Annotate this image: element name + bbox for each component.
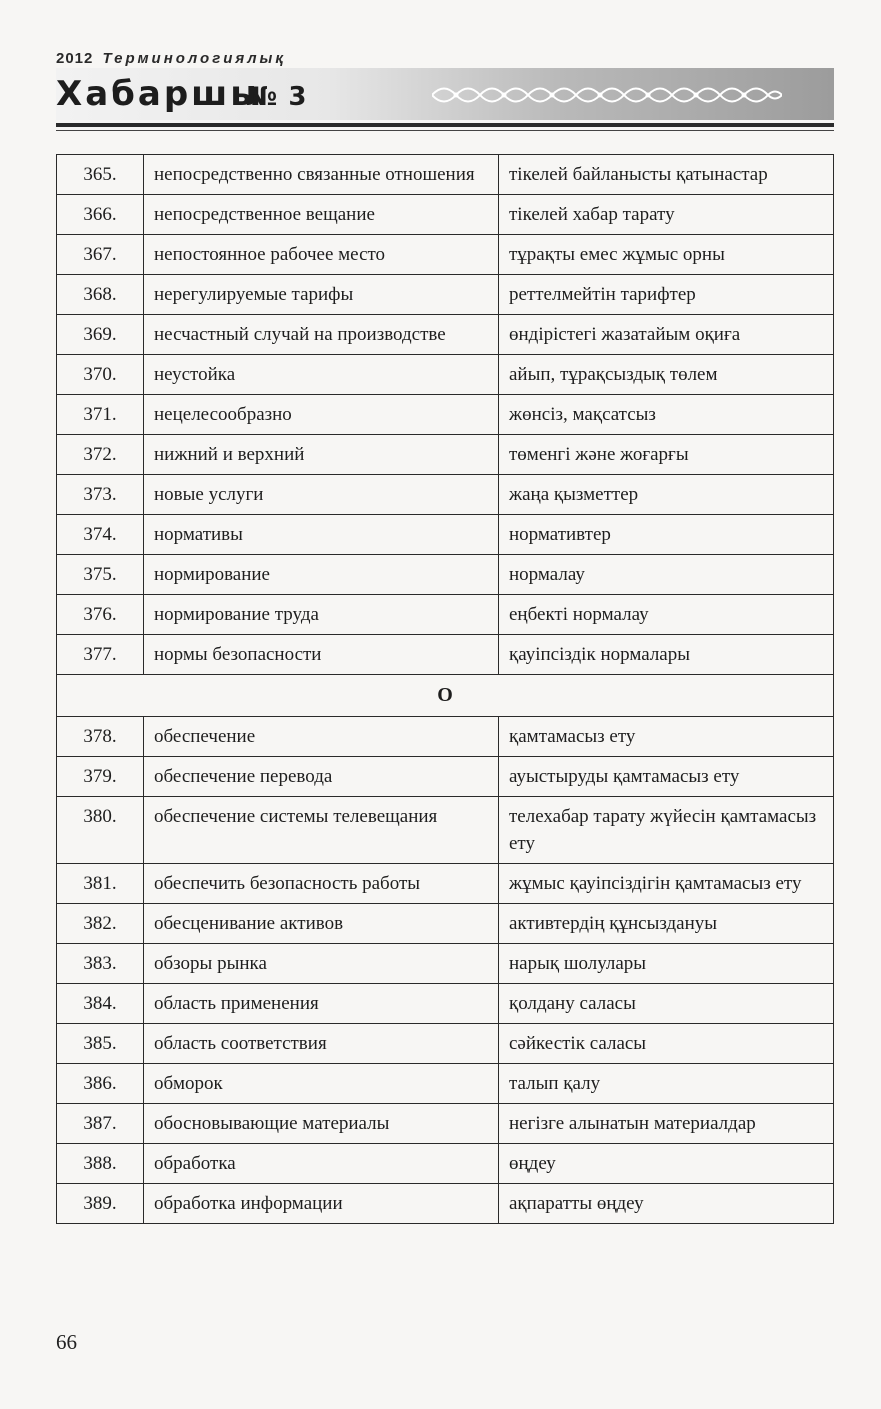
term-russian: неустойка (144, 355, 499, 395)
term-kazakh: жұмыс қауіпсіздігін қамтамасыз ету (499, 864, 834, 904)
term-number: 369. (57, 315, 144, 355)
term-russian: непосредственно связанные отношения (144, 155, 499, 195)
term-kazakh: сәйкестік саласы (499, 1024, 834, 1064)
table-row (57, 395, 834, 435)
term-russian: обеспечить безопасность работы (144, 864, 499, 904)
term-kazakh: активтердің құнсыздануы (499, 904, 834, 944)
table-row (57, 864, 834, 904)
header-rule-thick (56, 123, 834, 127)
table-row (57, 1104, 834, 1144)
table-row (57, 1184, 834, 1224)
page-number: 66 (56, 1330, 77, 1354)
term-russian: нижний и верхний (144, 435, 499, 475)
table-row (57, 475, 834, 515)
term-russian: новые услуги (144, 475, 499, 515)
term-russian: нормирование (144, 555, 499, 595)
table-row (57, 904, 834, 944)
term-number: 375. (57, 555, 144, 595)
table-row (57, 717, 834, 757)
term-russian: обзоры рынка (144, 944, 499, 984)
term-russian: непосредственное вещание (144, 195, 499, 235)
term-number: 373. (57, 475, 144, 515)
term-russian: обеспечение перевода (144, 757, 499, 797)
table-row (57, 595, 834, 635)
term-kazakh: өндірістегі жазатайым оқиға (499, 315, 834, 355)
table-row (57, 797, 834, 864)
table-row (57, 1144, 834, 1184)
term-russian: область применения (144, 984, 499, 1024)
terminology-table (56, 154, 834, 1224)
term-russian: обработка (144, 1144, 499, 1184)
term-number: 379. (57, 757, 144, 797)
ornament-pattern (432, 80, 782, 110)
term-number: 367. (57, 235, 144, 275)
table-row (57, 235, 834, 275)
term-kazakh: тікелей хабар тарату (499, 195, 834, 235)
term-number: 386. (57, 1064, 144, 1104)
table-row (57, 155, 834, 195)
term-russian: нормы безопасности (144, 635, 499, 675)
term-kazakh: жаңа қызметтер (499, 475, 834, 515)
table-row (57, 195, 834, 235)
table-row (57, 435, 834, 475)
term-number: 381. (57, 864, 144, 904)
term-kazakh: нарық шолулары (499, 944, 834, 984)
term-kazakh: төменгі және жоғарғы (499, 435, 834, 475)
term-russian: обеспечение (144, 717, 499, 757)
section-letter: О (57, 675, 834, 717)
table-row (57, 555, 834, 595)
header-year: 2012 (56, 50, 94, 67)
table-row (57, 635, 834, 675)
table-body-before (57, 155, 834, 675)
term-russian: нецелесообразно (144, 395, 499, 435)
table-row (57, 275, 834, 315)
term-kazakh: қамтамасыз ету (499, 717, 834, 757)
table-row (57, 757, 834, 797)
term-kazakh: нормативтер (499, 515, 834, 555)
table-body-after (57, 717, 834, 1224)
table-row (57, 1064, 834, 1104)
page-header (0, 0, 881, 140)
term-number: 372. (57, 435, 144, 475)
term-number: 383. (57, 944, 144, 984)
term-kazakh: айып, тұрақсыздық төлем (499, 355, 834, 395)
term-russian: нерегулируемые тарифы (144, 275, 499, 315)
term-russian: обработка информации (144, 1184, 499, 1224)
term-russian: обосновывающие материалы (144, 1104, 499, 1144)
term-kazakh: тікелей байланысты қатынастар (499, 155, 834, 195)
term-kazakh: жөнсіз, мақсатсыз (499, 395, 834, 435)
term-kazakh: тұрақты емес жұмыс орны (499, 235, 834, 275)
term-number: 370. (57, 355, 144, 395)
term-number: 385. (57, 1024, 144, 1064)
term-russian: обесценивание активов (144, 904, 499, 944)
table-row (57, 1024, 834, 1064)
term-kazakh: телехабар тарату жүйесін қамтамасыз ету (499, 797, 834, 864)
term-number: 377. (57, 635, 144, 675)
table-row (57, 315, 834, 355)
term-russian: область соответствия (144, 1024, 499, 1064)
term-number: 389. (57, 1184, 144, 1224)
header-subtitle: Терминологиялық (102, 50, 286, 67)
term-kazakh: ауыстыруды қамтамасыз ету (499, 757, 834, 797)
term-kazakh: реттелмейтін тарифтер (499, 275, 834, 315)
term-russian: несчастный случай на производстве (144, 315, 499, 355)
term-number: 374. (57, 515, 144, 555)
header-rule-thin (56, 130, 834, 131)
section-letter-row (57, 675, 834, 717)
term-number: 388. (57, 1144, 144, 1184)
term-number: 366. (57, 195, 144, 235)
term-number: 384. (57, 984, 144, 1024)
table-row (57, 944, 834, 984)
table-row (57, 515, 834, 555)
journal-title: Хабаршы (56, 74, 265, 114)
term-number: 365. (57, 155, 144, 195)
term-kazakh: талып қалу (499, 1064, 834, 1104)
term-russian: непостоянное рабочее место (144, 235, 499, 275)
term-russian: нормативы (144, 515, 499, 555)
term-kazakh: қауіпсіздік нормалары (499, 635, 834, 675)
header-year-line (56, 50, 286, 67)
term-number: 371. (57, 395, 144, 435)
term-number: 380. (57, 797, 144, 864)
section-divider (57, 675, 834, 717)
term-russian: обморок (144, 1064, 499, 1104)
term-kazakh: еңбекті нормалау (499, 595, 834, 635)
term-number: 382. (57, 904, 144, 944)
term-russian: нормирование труда (144, 595, 499, 635)
term-number: 387. (57, 1104, 144, 1144)
term-kazakh: өңдеу (499, 1144, 834, 1184)
term-kazakh: қолдану саласы (499, 984, 834, 1024)
table-row (57, 984, 834, 1024)
term-kazakh: нормалау (499, 555, 834, 595)
issue-number: № 3 (246, 82, 308, 112)
term-kazakh: ақпаратты өңдеу (499, 1184, 834, 1224)
term-russian: обеспечение системы телевещания (144, 797, 499, 864)
term-number: 368. (57, 275, 144, 315)
term-number: 376. (57, 595, 144, 635)
table-row (57, 355, 834, 395)
term-kazakh: негізге алынатын материалдар (499, 1104, 834, 1144)
term-number: 378. (57, 717, 144, 757)
